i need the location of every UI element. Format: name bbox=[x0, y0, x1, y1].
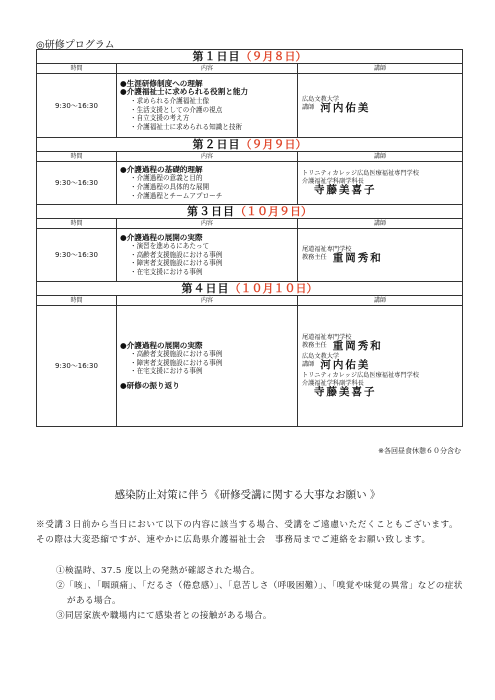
content-topic: ●生涯研修制度への理解 bbox=[120, 78, 203, 88]
lecturer-name: 河内佑美 bbox=[320, 358, 371, 371]
session-content bbox=[117, 162, 298, 205]
column-header-time: 時間 bbox=[37, 64, 117, 74]
day-label: 第４日目 bbox=[181, 282, 230, 295]
session-time: 9:30～16:30 bbox=[37, 306, 117, 427]
column-header-content: 内容 bbox=[117, 64, 298, 74]
content-topic: ●介護過程の基礎的理解 bbox=[120, 164, 203, 174]
day-title bbox=[37, 138, 463, 152]
lecturer-block bbox=[302, 246, 458, 262]
day-date: （９月８日） bbox=[240, 50, 307, 63]
notice-paragraph: ※受講３日前から当日において以下の内容に該当する場合、受講をご遠慮いただくこともございます。その際は大変恐縮ですが、速やかに広島県介護福祉士会 事務局までご連絡をお願い致します。 bbox=[36, 520, 459, 545]
lecturer-block bbox=[302, 372, 458, 396]
content-subtopic: ・介護福祉士に求められる知識と技術 bbox=[130, 122, 243, 131]
content-subtopic: ・障害者支援施設における事例 bbox=[130, 259, 223, 268]
session-time: 9:30～16:30 bbox=[37, 162, 117, 205]
column-header-content: 内容 bbox=[117, 219, 298, 229]
column-header-lecturer: 講師 bbox=[298, 64, 463, 74]
notice-title: 感染防止対策に伴う《研修受講に関する大事なお願い 》 bbox=[114, 489, 381, 501]
notice-body bbox=[36, 518, 464, 548]
session-row bbox=[37, 74, 463, 138]
column-header-row bbox=[37, 64, 463, 74]
day-label: 第２日目 bbox=[192, 138, 241, 151]
column-header-content: 内容 bbox=[117, 152, 298, 162]
lecturer-block bbox=[302, 353, 458, 369]
lecturer-title: 講師 bbox=[302, 360, 315, 368]
lecturer-row bbox=[302, 251, 458, 264]
column-header-lecturer: 講師 bbox=[298, 152, 463, 162]
content-subtopic: ・介護過程とチームアプローチ bbox=[130, 191, 223, 200]
content-topic: ●介護福祉士に求められる役割と能力 bbox=[120, 87, 249, 97]
session-lecturers bbox=[298, 306, 463, 427]
column-header-row bbox=[37, 152, 463, 162]
content-subtopic: ・在宅支援における事例 bbox=[130, 367, 203, 376]
lecturer-row bbox=[302, 339, 458, 352]
lecturer-name: 重岡秀和 bbox=[332, 251, 383, 264]
day-title bbox=[37, 282, 463, 296]
session-lecturers bbox=[298, 162, 463, 205]
content-subtopic: ・求められる介護福祉士像 bbox=[130, 96, 210, 105]
lecturer-name: 寺藤美喜子 bbox=[314, 385, 377, 398]
session-content bbox=[117, 306, 298, 427]
lecturer-name: 河内佑美 bbox=[320, 102, 371, 114]
content-subtopic: ・在宅支援における事例 bbox=[130, 267, 203, 276]
notice-item: ①検温時、37.5 度以上の発熱が確認された場合。 bbox=[56, 566, 260, 576]
content-subtopic: ・介護過程の具体的な展開 bbox=[130, 183, 210, 191]
day-date: （１０月９日） bbox=[235, 205, 312, 218]
lecturer-name: 寺藤美喜子 bbox=[314, 183, 377, 196]
day-row bbox=[37, 205, 463, 219]
lecturer-row bbox=[302, 358, 458, 371]
lecturer-title: 講師 bbox=[302, 104, 315, 111]
lecturer-name: 重岡秀和 bbox=[332, 339, 383, 352]
content-subtopic: ・障害者支援施設における事例 bbox=[130, 358, 223, 367]
lecturer-title: 介護福祉学科副学科長 bbox=[302, 379, 364, 387]
day-title bbox=[37, 205, 463, 219]
column-header-row bbox=[37, 219, 463, 229]
program-heading: ◎研修プログラム bbox=[36, 40, 115, 51]
notice-items bbox=[56, 564, 464, 624]
content-subtopic: ・演習を進めるにあたって bbox=[130, 242, 210, 251]
session-time: 9:30～16:30 bbox=[37, 229, 117, 282]
column-header-time: 時間 bbox=[37, 219, 117, 229]
content-subtopic: ・介護過程の意義と目的 bbox=[130, 174, 203, 183]
content-topic: ●研修の振り返り bbox=[120, 380, 180, 390]
lecturer-org: トリニティカレッジ広島医療福祉専門学校 bbox=[302, 169, 419, 177]
session-lecturers bbox=[298, 229, 463, 282]
day-row bbox=[37, 50, 463, 64]
lecturer-block bbox=[302, 96, 458, 112]
column-header-lecturer: 講師 bbox=[298, 296, 463, 306]
lecturer-title: 教務主任 bbox=[302, 341, 327, 349]
column-header-row bbox=[37, 296, 463, 306]
session-row bbox=[37, 306, 463, 427]
day-title bbox=[37, 50, 463, 64]
notice-item: ②「咳」、「咽頭痛」、「だるさ（倦怠感）」、「息苦しさ（呼吸困難）」、「嗅覚や味覚の異常」などの症状がある場合。 bbox=[56, 581, 463, 606]
lecturer-org: 尾道福祉専門学校 bbox=[302, 333, 352, 341]
session-content bbox=[117, 229, 298, 282]
content-subtopic: ・高齢者支援施設における事例 bbox=[130, 250, 223, 259]
session-lecturers bbox=[298, 74, 463, 138]
lecturer-block bbox=[302, 170, 458, 194]
program-table bbox=[36, 49, 463, 427]
content-subtopic: ・高齢者支援施設における事例 bbox=[130, 350, 223, 359]
notice-item: ③同居家族や職場内にて感染者との接触がある場合。 bbox=[56, 611, 272, 621]
day-label: 第１日目 bbox=[192, 50, 241, 63]
lecturer-org: トリニティカレッジ広島医療福祉専門学校 bbox=[302, 371, 419, 379]
column-header-time: 時間 bbox=[37, 296, 117, 306]
lecturer-org: 尾道福祉専門学校 bbox=[302, 245, 352, 253]
lecturer-row bbox=[302, 104, 458, 112]
content-subtopic: ・自立支援の考え方 bbox=[130, 114, 190, 123]
day-row bbox=[37, 138, 463, 152]
session-row bbox=[37, 229, 463, 282]
lunch-note: ※各回昼食休憩６０分含む bbox=[378, 447, 461, 455]
lecturer-org: 広島文教大学 bbox=[302, 352, 340, 360]
content-topic: ●介護過程の展開の実際 bbox=[120, 340, 203, 350]
day-date: （１０月１０日） bbox=[229, 282, 318, 295]
content-topic: ●介護過程の展開の実際 bbox=[120, 232, 203, 242]
lecturer-title: 介護福祉学科副学科長 bbox=[302, 177, 364, 185]
session-time: 9:30～16:30 bbox=[37, 74, 117, 138]
session-row bbox=[37, 162, 463, 205]
column-header-time: 時間 bbox=[37, 152, 117, 162]
lecturer-title: 教務主任 bbox=[302, 253, 327, 261]
column-header-lecturer: 講師 bbox=[298, 219, 463, 229]
content-subtopic: ・生活支援としての介護の視点 bbox=[130, 105, 223, 114]
day-date: （９月９日） bbox=[240, 138, 307, 151]
day-row bbox=[37, 282, 463, 296]
day-label: 第３日目 bbox=[187, 205, 235, 218]
lecturer-block bbox=[302, 334, 458, 350]
lecturer-org: 広島文教大学 bbox=[302, 96, 340, 103]
session-content bbox=[117, 74, 298, 138]
column-header-content: 内容 bbox=[117, 296, 298, 306]
